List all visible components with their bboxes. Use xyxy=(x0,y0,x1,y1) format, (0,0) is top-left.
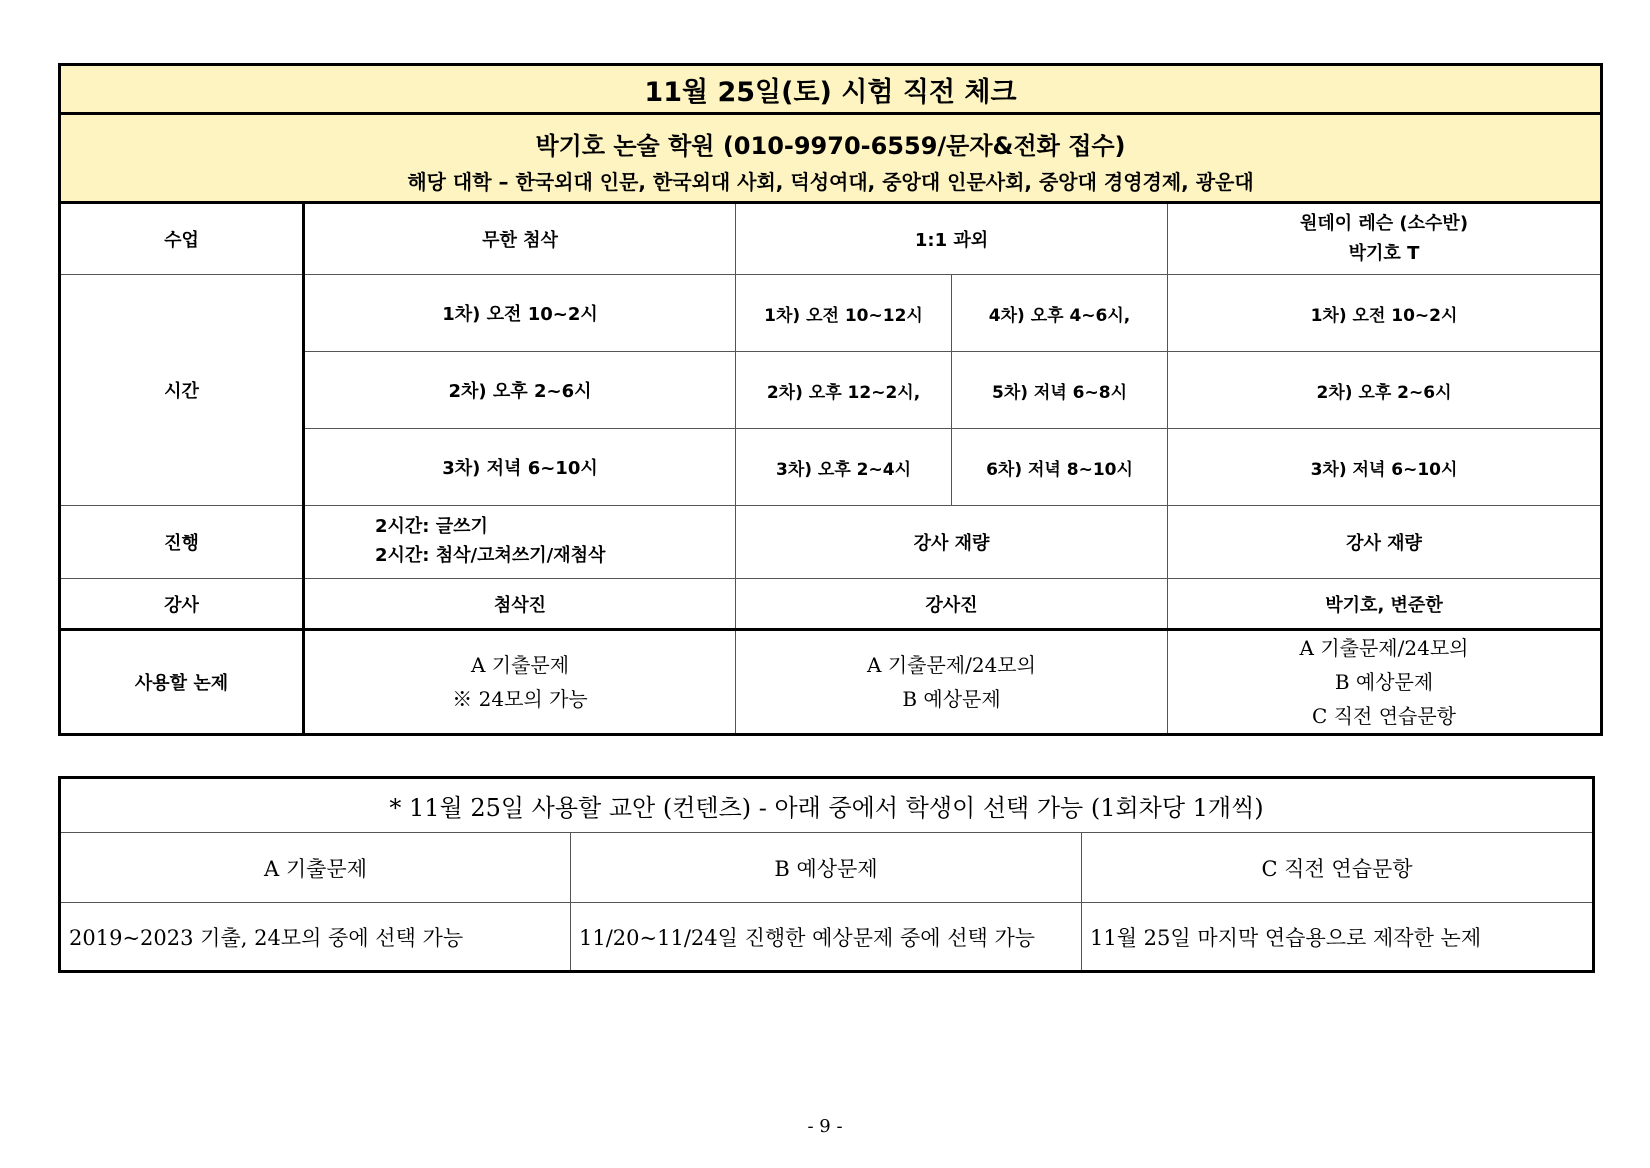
topic-unlimited-2: ※ 24모의 가능 xyxy=(452,687,588,711)
topic-oneday-2: B 예상문제 xyxy=(1334,670,1434,694)
time-tutoring-6: 6차) 저녁 8~10시 xyxy=(952,429,1168,506)
time-unlimited-2: 2차) 오후 2~6시 xyxy=(304,352,736,429)
row-label-progress: 진행 xyxy=(60,506,304,579)
row-label-topics: 사용할 논제 xyxy=(60,630,304,735)
instructor-unlimited: 첨삭진 xyxy=(304,579,736,630)
instructor-tutoring: 강사진 xyxy=(736,579,1168,630)
materials-header-c: C 직전 연습문항 xyxy=(1082,833,1594,903)
row-label-instructor: 강사 xyxy=(60,579,304,630)
materials-header-a: A 기출문제 xyxy=(60,833,571,903)
row-label-time: 시간 xyxy=(60,275,304,506)
instructor-oneday: 박기호, 변준한 xyxy=(1168,579,1602,630)
academy-info xyxy=(60,114,1602,203)
row-label-class: 수업 xyxy=(60,203,304,275)
topics-unlimited xyxy=(304,630,736,735)
time-oneday-2: 2차) 오후 2~6시 xyxy=(1168,352,1602,429)
academy-line: 박기호 논술 학원 (010-9970-6559/문자&전화 접수) xyxy=(535,131,1126,160)
materials-desc-a: 2019~2023 기출, 24모의 중에 선택 가능 xyxy=(60,903,571,972)
materials-table xyxy=(58,776,1595,973)
topic-oneday-3: C 직전 연습문항 xyxy=(1312,704,1456,728)
col-oneday xyxy=(1168,203,1602,275)
topic-tutoring-1: A 기출문제/24모의 xyxy=(867,653,1036,677)
topic-oneday-1: A 기출문제/24모의 xyxy=(1299,636,1469,660)
col-tutoring: 1:1 과외 xyxy=(736,203,1168,275)
progress-tutoring: 강사 재량 xyxy=(736,506,1168,579)
topics-oneday xyxy=(1168,630,1602,735)
col-unlimited: 무한 첨삭 xyxy=(304,203,736,275)
materials-title: * 11월 25일 사용할 교안 (컨텐츠) - 아래 중에서 학생이 선택 가능 (1회차당 1개씩) xyxy=(60,778,1594,833)
time-oneday-1: 1차) 오전 10~2시 xyxy=(1168,275,1602,352)
time-tutoring-3: 3차) 오후 2~4시 xyxy=(736,429,952,506)
col-oneday-line1: 원데이 레슨 (소수반) xyxy=(1299,213,1469,235)
col-oneday-line2: 박기호 T xyxy=(1348,243,1420,264)
progress-unlimited-line1: 2시간: 글쓰기 xyxy=(375,516,488,538)
progress-unlimited xyxy=(304,506,736,579)
progress-unlimited-line2: 2시간: 첨삭/고쳐쓰기/재첨삭 xyxy=(375,545,606,566)
topics-tutoring xyxy=(736,630,1168,735)
materials-header-b: B 예상문제 xyxy=(571,833,1082,903)
topic-tutoring-2: B 예상문제 xyxy=(902,687,1001,711)
time-tutoring-4: 4차) 오후 4~6시, xyxy=(952,275,1168,352)
materials-desc-b: 11/20~11/24일 진행한 예상문제 중에 선택 가능 xyxy=(571,903,1082,972)
time-unlimited-1: 1차) 오전 10~2시 xyxy=(304,275,736,352)
progress-oneday: 강사 재량 xyxy=(1168,506,1602,579)
time-tutoring-5: 5차) 저녁 6~8시 xyxy=(952,352,1168,429)
universities-line: 해당 대학 – 한국외대 인문, 한국외대 사회, 덕성여대, 중앙대 인문사회, 중앙대 경영경제, 광운대 xyxy=(407,170,1254,195)
time-tutoring-2: 2차) 오후 12~2시, xyxy=(736,352,952,429)
time-tutoring-1: 1차) 오전 10~12시 xyxy=(736,275,952,352)
materials-desc-c: 11월 25일 마지막 연습용으로 제작한 논제 xyxy=(1082,903,1594,972)
schedule-title: 11월 25일(토) 시험 직전 체크 xyxy=(60,65,1602,114)
topic-unlimited-1: A 기출문제 xyxy=(470,653,570,677)
schedule-table xyxy=(58,63,1603,736)
time-unlimited-3: 3차) 저녁 6~10시 xyxy=(304,429,736,506)
time-oneday-3: 3차) 저녁 6~10시 xyxy=(1168,429,1602,506)
page-number: - 9 - xyxy=(807,1116,843,1137)
